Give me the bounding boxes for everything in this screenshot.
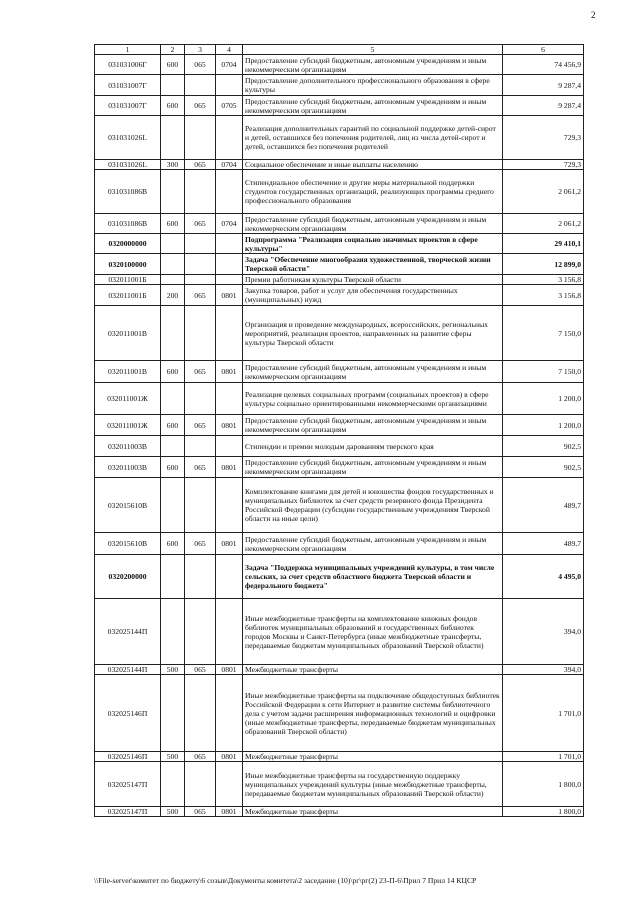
cell-target-code: 032015610В [95,478,161,533]
cell-target-code: 032025144П [95,599,161,665]
table-row [95,285,584,306]
cell-target-code: 032011003В [95,436,161,457]
cell-department: 065 [185,285,216,306]
cell-section [216,436,243,457]
cell-expense-type: 600 [161,214,185,234]
cell-description: Реализация дополнительных гарантий по социальной поддержке детей-сирот и детей, оставшихся без попечения родителей, лиц из числа детей-сирот и детей, оставшихся без попечения родителей [243,116,503,160]
column-header: 6 [503,45,584,55]
cell-amount: 12 899,0 [503,254,584,275]
cell-section [216,234,243,254]
cell-section: 0801 [216,752,243,762]
table-row [95,807,584,817]
cell-section [216,478,243,533]
table-row [95,275,584,285]
cell-description: Стипендиальное обеспечение и другие меры материальной поддержки студентов государственных организаций, реализующих программы среднего профессионального образования [243,170,503,214]
cell-amount: 7 150,0 [503,361,584,383]
cell-amount: 1 200,0 [503,383,584,415]
cell-description: Предоставление субсидий бюджетным, автономным учреждениям и иным некоммерческим организациям [243,96,503,116]
cell-department: 065 [185,665,216,675]
cell-expense-type [161,762,185,807]
cell-amount: 9 287,4 [503,96,584,116]
cell-amount: 29 410,1 [503,234,584,254]
cell-department [185,116,216,160]
cell-section: 0801 [216,361,243,383]
cell-department: 065 [185,361,216,383]
table-row [95,170,584,214]
cell-section [216,116,243,160]
table-row [95,599,584,665]
cell-description: Межбюджетные трансферты [243,665,503,675]
cell-expense-type: 500 [161,665,185,675]
table-row [95,361,584,383]
cell-department [185,675,216,752]
column-header: 5 [243,45,503,55]
cell-department: 065 [185,807,216,817]
cell-section [216,170,243,214]
table-row [95,415,584,436]
cell-section: 0801 [216,415,243,436]
cell-amount: 1 800,0 [503,807,584,817]
cell-section [216,383,243,415]
cell-expense-type [161,116,185,160]
cell-description: Предоставление субсидий бюджетным, автономным учреждениям и иным некоммерческим организациям [243,361,503,383]
cell-expense-type: 600 [161,533,185,555]
cell-department: 065 [185,533,216,555]
cell-department [185,383,216,415]
cell-description: Иные межбюджетные трансферты на комплектование книжных фондов библиотек муниципальных образований и государственных библиотек городов Москвы и Санкт-Петербурга (иные межбюджетные трансферты, передаваемые бюджетам муниципальных образований Тверской области) [243,599,503,665]
cell-target-code: 032025147П [95,807,161,817]
cell-target-code: 032025144П [95,665,161,675]
table-row [95,116,584,160]
cell-section [216,75,243,96]
table-row [95,383,584,415]
cell-description: Иные межбюджетные трансферты на государственную поддержку муниципальных учреждений культуры (иные межбюджетные трансферты, передаваемые бюджетам муниципальных образований Тверской области) [243,762,503,807]
cell-amount: 729,3 [503,160,584,170]
cell-description: Комплектование книгами для детей и юношества фондов государственных и муниципальных библиотек за счет средств резервного фонда Президента Российской Федерации (субсидии государственным учреждениям Тверской области на иные цели) [243,478,503,533]
cell-target-code: 032011001В [95,306,161,361]
cell-expense-type [161,675,185,752]
cell-department [185,234,216,254]
cell-department [185,254,216,275]
cell-expense-type [161,254,185,275]
cell-description: Межбюджетные трансферты [243,752,503,762]
cell-target-code: 032011003В [95,457,161,478]
cell-expense-type [161,599,185,665]
cell-description: Предоставление субсидий бюджетным, автономным учреждениям и иным некоммерческим организациям [243,415,503,436]
cell-amount: 9 287,4 [503,75,584,96]
cell-department [185,75,216,96]
cell-target-code: 032025147П [95,762,161,807]
cell-description: Предоставление субсидий бюджетным, автономным учреждениям и иным некоммерческим организациям [243,214,503,234]
cell-section: 0801 [216,285,243,306]
cell-amount: 2 061,2 [503,214,584,234]
cell-expense-type: 600 [161,55,185,75]
table-row [95,254,584,275]
cell-amount: 394,0 [503,665,584,675]
table-row [95,96,584,116]
cell-target-code: 032011001Ж [95,415,161,436]
cell-description: Предоставление субсидий бюджетным, автономным учреждениям и иным некоммерческим организациям [243,533,503,555]
cell-amount: 729,3 [503,116,584,160]
table-row [95,533,584,555]
cell-department: 065 [185,160,216,170]
cell-department: 065 [185,96,216,116]
cell-target-code: 031031026L [95,160,161,170]
table-row [95,555,584,599]
cell-target-code: 031031086В [95,170,161,214]
table-row [95,234,584,254]
cell-section [216,306,243,361]
table-row [95,665,584,675]
cell-description: Предоставление дополнительного профессионального образования в сфере культуры [243,75,503,96]
cell-description: Межбюджетные трансферты [243,807,503,817]
cell-section: 0705 [216,96,243,116]
cell-description: Предоставление субсидий бюджетным, автономным учреждениям и иным некоммерческим организациям [243,55,503,75]
cell-description: Иные межбюджетные трансферты на подключение общедоступных библиотек Российской Федерации к сети Интернет и развитие системы библиотечного дела с учетом задачи расширения информационных технологий и оцифровки (иные межбюджетные трансферты, передаваемые бюджетам муниципальных образований Тверской области) [243,675,503,752]
cell-target-code: 031031026L [95,116,161,160]
cell-department [185,170,216,214]
cell-department: 065 [185,55,216,75]
cell-department: 065 [185,214,216,234]
table-row [95,752,584,762]
cell-amount: 902,5 [503,457,584,478]
cell-amount: 74 456,9 [503,55,584,75]
cell-department: 065 [185,457,216,478]
cell-description: Подпрограмма "Реализация социально значимых проектов в сфере культуры" [243,234,503,254]
cell-section [216,254,243,275]
cell-amount: 4 495,0 [503,555,584,599]
cell-description: Реализация целевых социальных программ (социальных проектов) в сфере культуры социально ориентированными некоммерческими организациями [243,383,503,415]
cell-department [185,275,216,285]
table-row [95,214,584,234]
table-row [95,675,584,752]
cell-expense-type [161,478,185,533]
cell-department [185,599,216,665]
column-header: 3 [185,45,216,55]
cell-section: 0801 [216,807,243,817]
cell-amount: 902,5 [503,436,584,457]
cell-department [185,762,216,807]
cell-expense-type [161,555,185,599]
cell-description: Социальное обеспечение и иные выплаты населению [243,160,503,170]
cell-expense-type: 600 [161,415,185,436]
cell-section [216,675,243,752]
cell-department: 065 [185,752,216,762]
cell-expense-type [161,234,185,254]
cell-description: Стипендии и премии молодым дарованиям тверского края [243,436,503,457]
cell-target-code: 031031007Г [95,75,161,96]
cell-target-code: 0320000000 [95,234,161,254]
table-row [95,478,584,533]
cell-amount: 7 150,0 [503,306,584,361]
cell-expense-type: 500 [161,752,185,762]
cell-section: 0801 [216,457,243,478]
cell-amount: 3 156,8 [503,285,584,306]
table-row [95,55,584,75]
cell-department: 065 [185,415,216,436]
cell-description: Организация и проведение международных, всероссийских, региональных мероприятий, реализация проектов, направленных на развитие сферы культуры Тверской области [243,306,503,361]
cell-expense-type [161,75,185,96]
cell-target-code: 032011001В [95,361,161,383]
table-row [95,762,584,807]
cell-amount: 489,7 [503,533,584,555]
cell-expense-type [161,275,185,285]
cell-section [216,762,243,807]
cell-amount: 2 061,2 [503,170,584,214]
table-row [95,160,584,170]
cell-expense-type: 500 [161,807,185,817]
cell-target-code: 032011001Б [95,285,161,306]
cell-department [185,436,216,457]
cell-department [185,478,216,533]
cell-amount: 1 701,0 [503,675,584,752]
cell-amount: 489,7 [503,478,584,533]
table-row [95,75,584,96]
cell-expense-type [161,170,185,214]
file-path-footer: \\File-server\комитет по бюджету\6 созыв\Документы комитета\2 заседание (10)\рг\рг(2) 23-П-6\Прил 7 Прил 14 КЦСР [94,876,477,885]
cell-expense-type [161,383,185,415]
cell-amount: 1 800,0 [503,762,584,807]
cell-target-code: 031031086В [95,214,161,234]
column-header: 2 [161,45,185,55]
cell-department [185,306,216,361]
page-number: 2 [591,10,596,20]
cell-section [216,555,243,599]
table-row [95,436,584,457]
cell-section: 0801 [216,533,243,555]
cell-section [216,275,243,285]
cell-target-code: 0320100000 [95,254,161,275]
cell-description: Задача "Обеспечение многообразия художественной, творческой жизни Тверской области" [243,254,503,275]
cell-target-code: 032025146П [95,675,161,752]
cell-expense-type: 600 [161,457,185,478]
cell-description: Закупка товаров, работ и услуг для обеспечения государственных (муниципальных) нужд [243,285,503,306]
cell-target-code: 032011001Б [95,275,161,285]
cell-description: Премии работникам культуры Тверской области [243,275,503,285]
cell-description: Задача "Поддержка муниципальных учреждений культуры, в том числе сельских, за счет средств областного бюджета Тверской области и федерального бюджета" [243,555,503,599]
cell-amount: 3 156,8 [503,275,584,285]
cell-expense-type: 300 [161,160,185,170]
cell-target-code: 031031007Г [95,96,161,116]
cell-expense-type [161,436,185,457]
cell-section: 0704 [216,214,243,234]
table-row [95,306,584,361]
cell-amount: 1 701,0 [503,752,584,762]
cell-amount: 394,0 [503,599,584,665]
cell-target-code: 032025146П [95,752,161,762]
cell-expense-type [161,306,185,361]
column-header: 1 [95,45,161,55]
cell-section: 0801 [216,665,243,675]
column-number-row [95,45,584,55]
cell-expense-type: 600 [161,361,185,383]
cell-target-code: 032015610В [95,533,161,555]
cell-department [185,555,216,599]
cell-target-code: 032011001Ж [95,383,161,415]
column-header: 4 [216,45,243,55]
cell-expense-type: 600 [161,96,185,116]
cell-section: 0704 [216,55,243,75]
cell-section [216,599,243,665]
cell-section: 0704 [216,160,243,170]
cell-target-code: 031031006Г [95,55,161,75]
cell-description: Предоставление субсидий бюджетным, автономным учреждениям и иным некоммерческим организациям [243,457,503,478]
cell-expense-type: 200 [161,285,185,306]
cell-amount: 1 200,0 [503,415,584,436]
table-row [95,457,584,478]
cell-target-code: 0320200000 [95,555,161,599]
budget-table [94,44,584,817]
